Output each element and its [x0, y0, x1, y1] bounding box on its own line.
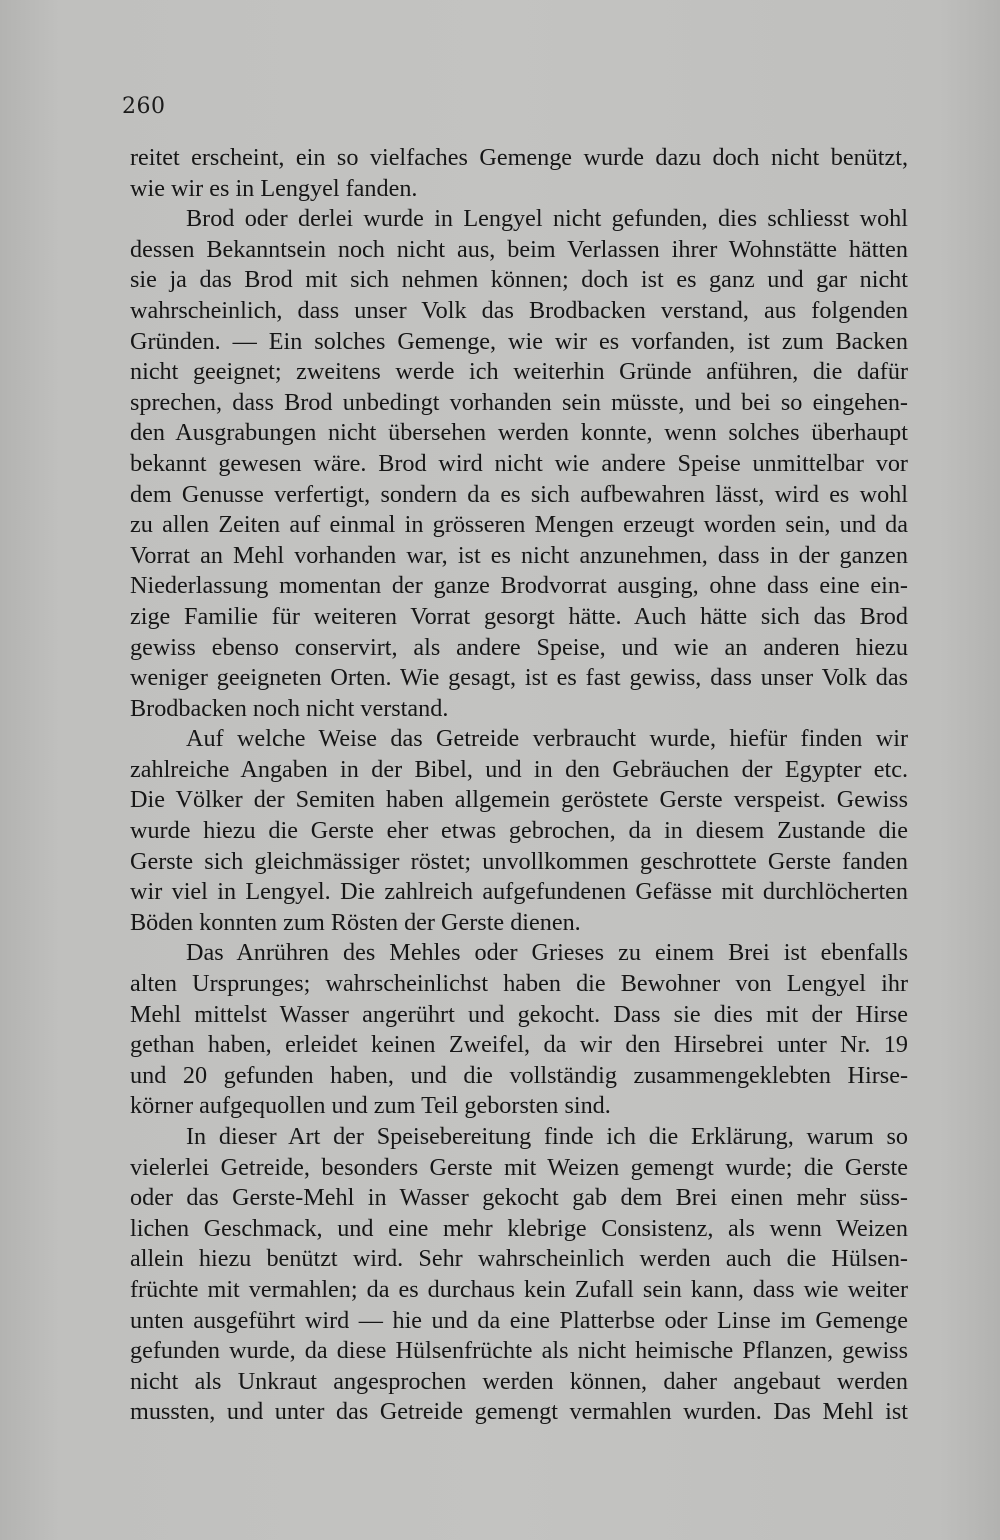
text-line: wie wir es in Lengyel fanden. [130, 174, 418, 202]
text-line: früchte mit vermahlen; da es durchaus kein Zufall sein kann, dass wie weiter [130, 1275, 908, 1303]
text-line: körner aufgequollen und zum Teil geborsten sind. [130, 1092, 611, 1120]
text-line: wahrscheinlich, dass unser Volk das Brodbacken verstand, aus folgenden [130, 296, 908, 324]
text-line: gefunden wurde, da diese Hülsenfrüchte als nicht heimische Pflanzen, gewiss [130, 1337, 908, 1365]
text-line: Auf welche Weise das Getreide verbraucht wurde, hiefür finden wir [186, 725, 908, 753]
text-line: Gründen. — Ein solches Gemenge, wie wir es vorfanden, ist zum Backen [130, 327, 908, 355]
text-line: In dieser Art der Speisebereitung finde ich die Erklärung, warum so [186, 1123, 908, 1150]
text-line: und 20 gefunden haben, und die vollständig zusammengeklebten Hirse- [130, 1061, 908, 1089]
text-line: Niederlassung momentan der ganze Brodvorrat ausging, ohne dass eine ein- [130, 572, 908, 600]
text-line: sprechen, dass Brod unbedingt vorhanden sein müsste, und bei so eingehen- [130, 388, 908, 416]
text-line: nicht geeignet; zweitens werde ich weiterhin Gründe anführen, die dafür [130, 358, 908, 386]
text-line: mussten, und unter das Getreide gemengt vermahlen wurden. Das Mehl ist [130, 1398, 908, 1426]
text-line: Mehl mittelst Wasser angerührt und gekocht. Dass sie dies mit der Hirse [130, 1000, 908, 1028]
text-line: nicht als Unkraut angesprochen werden können, daher angebaut werden [130, 1367, 908, 1395]
text-line: Gerste sich gleichmässiger röstet; unvollkommen geschrottete Gerste fanden [130, 847, 908, 875]
text-line: dem Genusse verfertigt, sondern da es sich aufbewahren lässt, wird es wohl [130, 480, 908, 508]
text-line: zu allen Zeiten auf einmal in grösseren Mengen erzeugt worden sein, und da [130, 511, 908, 539]
text-line: Die Völker der Semiten haben allgemein geröstete Gerste verspeist. Gewiss [130, 786, 908, 814]
text-line: zahlreiche Angaben in der Bibel, und in den Gebräuchen der Egypter etc. [130, 755, 908, 783]
text-line: wir viel in Lengyel. Die zahlreich aufgefundenen Gefässe mit durchlöcherten [130, 878, 908, 906]
text-line: weniger geeigneten Orten. Wie gesagt, ist es fast gewiss, dass unser Volk das [130, 664, 908, 692]
text-line: dessen Bekanntsein noch nicht aus, beim Verlassen ihrer Wohnstätte hätten [130, 235, 908, 263]
text-line: alten Ursprunges; wahrscheinlichst haben die Bewohner von Lengyel ihr [130, 970, 908, 998]
text-line: Böden konnten zum Rösten der Gerste dienen. [130, 908, 581, 936]
text-line: den Ausgrabungen nicht übersehen werden konnte, wenn solches überhaupt [130, 419, 908, 447]
text-line: gewiss ebenso conservirt, als andere Speise, und wie an anderen hiezu [130, 633, 908, 661]
text-line: lichen Geschmack, und eine mehr klebrige Consistenz, als wenn Weizen [130, 1214, 908, 1242]
text-line: vielerlei Getreide, besonders Gerste mit Weizen gemengt wurde; die Gerste [130, 1153, 908, 1181]
text-line: Brodbacken noch nicht verstand. [130, 694, 449, 722]
text-line: unten ausgeführt wird — hie und da eine Platterbse oder Linse im Gemenge [130, 1306, 908, 1334]
text-line: Das Anrühren des Mehles oder Grieses zu einem Brei ist ebenfalls [186, 939, 908, 967]
text-line: allein hiezu benützt wird. Sehr wahrscheinlich werden auch die Hülsen- [130, 1245, 908, 1273]
text-line: Brod oder derlei wurde in Lengyel nicht gefunden, dies schliesst wohl [186, 205, 908, 233]
text-line: zige Familie für weiteren Vorrat gesorgt hätte. Auch hätte sich das Brod [130, 602, 908, 630]
text-line: gethan haben, erleidet keinen Zweifel, da wir den Hirsebrei unter Nr. 19 [130, 1031, 908, 1059]
text-line: reitet erscheint, ein so vielfaches Gemenge wurde dazu doch nicht benützt, [130, 144, 908, 171]
page-number: 260 [122, 94, 166, 119]
text-line: wurde hiezu die Gerste eher etwas gebrochen, da in diesem Zustande die [130, 817, 908, 845]
text-line: sie ja das Brod mit sich nehmen können; doch ist es ganz und gar nicht [130, 266, 908, 294]
body-text [130, 143, 908, 1428]
text-line: oder das Gerste-Mehl in Wasser gekocht gab dem Brei einen mehr süss- [130, 1184, 908, 1212]
text-line: bekannt gewesen wäre. Brod wird nicht wie andere Speise unmittelbar vor [130, 449, 908, 477]
text-line: Vorrat an Mehl vorhanden war, ist es nicht anzunehmen, dass in der ganzen [130, 541, 908, 569]
